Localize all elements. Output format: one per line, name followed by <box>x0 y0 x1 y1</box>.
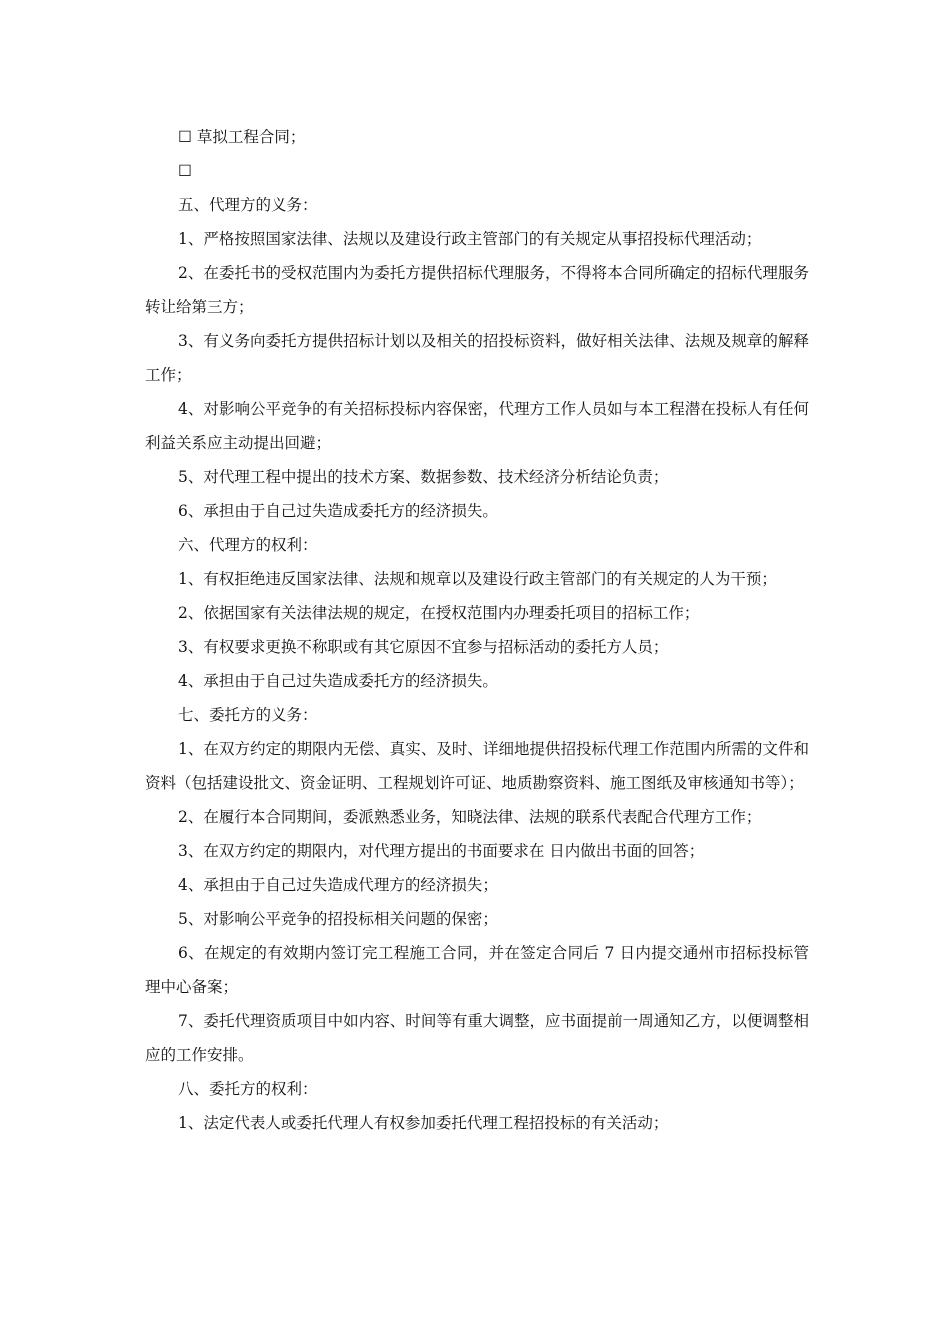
paragraph: 3、有义务向委托方提供招标计划以及相关的招投标资料，做好相关法律、法规及规章的解释工作； <box>145 332 809 384</box>
paragraph: 7、委托代理资质项目中如内容、时间等有重大调整，应书面提前一周通知乙方，以便调整相应的工作安排。 <box>145 1012 809 1064</box>
paragraph: 3、在双方约定的期限内，对代理方提出的书面要求在 日内做出书面的回答； <box>178 842 705 860</box>
paragraph: 6、承担由于自己过失造成委托方的经济损失。 <box>178 502 498 520</box>
paragraph: 2、在委托书的受权范围内为委托方提供招标代理服务，不得将本合同所确定的招标代理服务转让给第三方； <box>145 264 809 316</box>
section-heading-client-obligations: 七、委托方的义务： <box>178 706 318 724</box>
paragraph: 1、在双方约定的期限内无偿、真实、及时、详细地提供招投标代理工作范围内所需的文件和资料（包括建设批文、资金证明、工程规划许可证、地质勘察资料、施工图纸及审核通知书等）； <box>145 740 809 792</box>
paragraph: 2、依据国家有关法律法规的规定，在授权范围内办理委托项目的招标工作； <box>178 604 700 622</box>
section-heading-agent-rights: 六、代理方的权利： <box>178 536 318 554</box>
paragraph: 1、有权拒绝违反国家法律、法规和规章以及建设行政主管部门的有关规定的人为干预； <box>178 570 777 588</box>
checkbox-item-empty: ☐ <box>178 162 192 180</box>
paragraph: 4、承担由于自己过失造成委托方的经济损失。 <box>178 672 498 690</box>
paragraph: 1、严格按照国家法律、法规以及建设行政主管部门的有关规定从事招投标代理活动； <box>178 230 762 248</box>
paragraph: 4、承担由于自己过失造成代理方的经济损失； <box>178 876 498 894</box>
section-heading-client-rights: 八、委托方的权利： <box>178 1080 318 1098</box>
checkbox-item-draft-contract: ☐ 草拟工程合同； <box>178 128 306 146</box>
document-page <box>145 120 809 1140</box>
section-heading-agent-obligations: 五、代理方的义务： <box>178 196 318 214</box>
paragraph: 6、在规定的有效期内签订完工程施工合同，并在签定合同后 7 日内提交通州市招标投标管理中心备案； <box>145 944 809 996</box>
paragraph: 5、对代理工程中提出的技术方案、数据参数、技术经济分析结论负责； <box>178 468 669 486</box>
paragraph: 5、对影响公平竞争的招投标相关问题的保密； <box>178 910 498 928</box>
paragraph: 4、对影响公平竞争的有关招标投标内容保密，代理方工作人员如与本工程潜在投标人有任何利益关系应主动提出回避； <box>145 400 809 452</box>
paragraph: 1、法定代表人或委托代理人有权参加委托代理工程招投标的有关活动； <box>178 1114 669 1132</box>
paragraph: 2、在履行本合同期间，委派熟悉业务，知晓法律、法规的联系代表配合代理方工作； <box>178 808 762 826</box>
paragraph: 3、有权要求更换不称职或有其它原因不宜参与招标活动的委托方人员； <box>178 638 669 656</box>
